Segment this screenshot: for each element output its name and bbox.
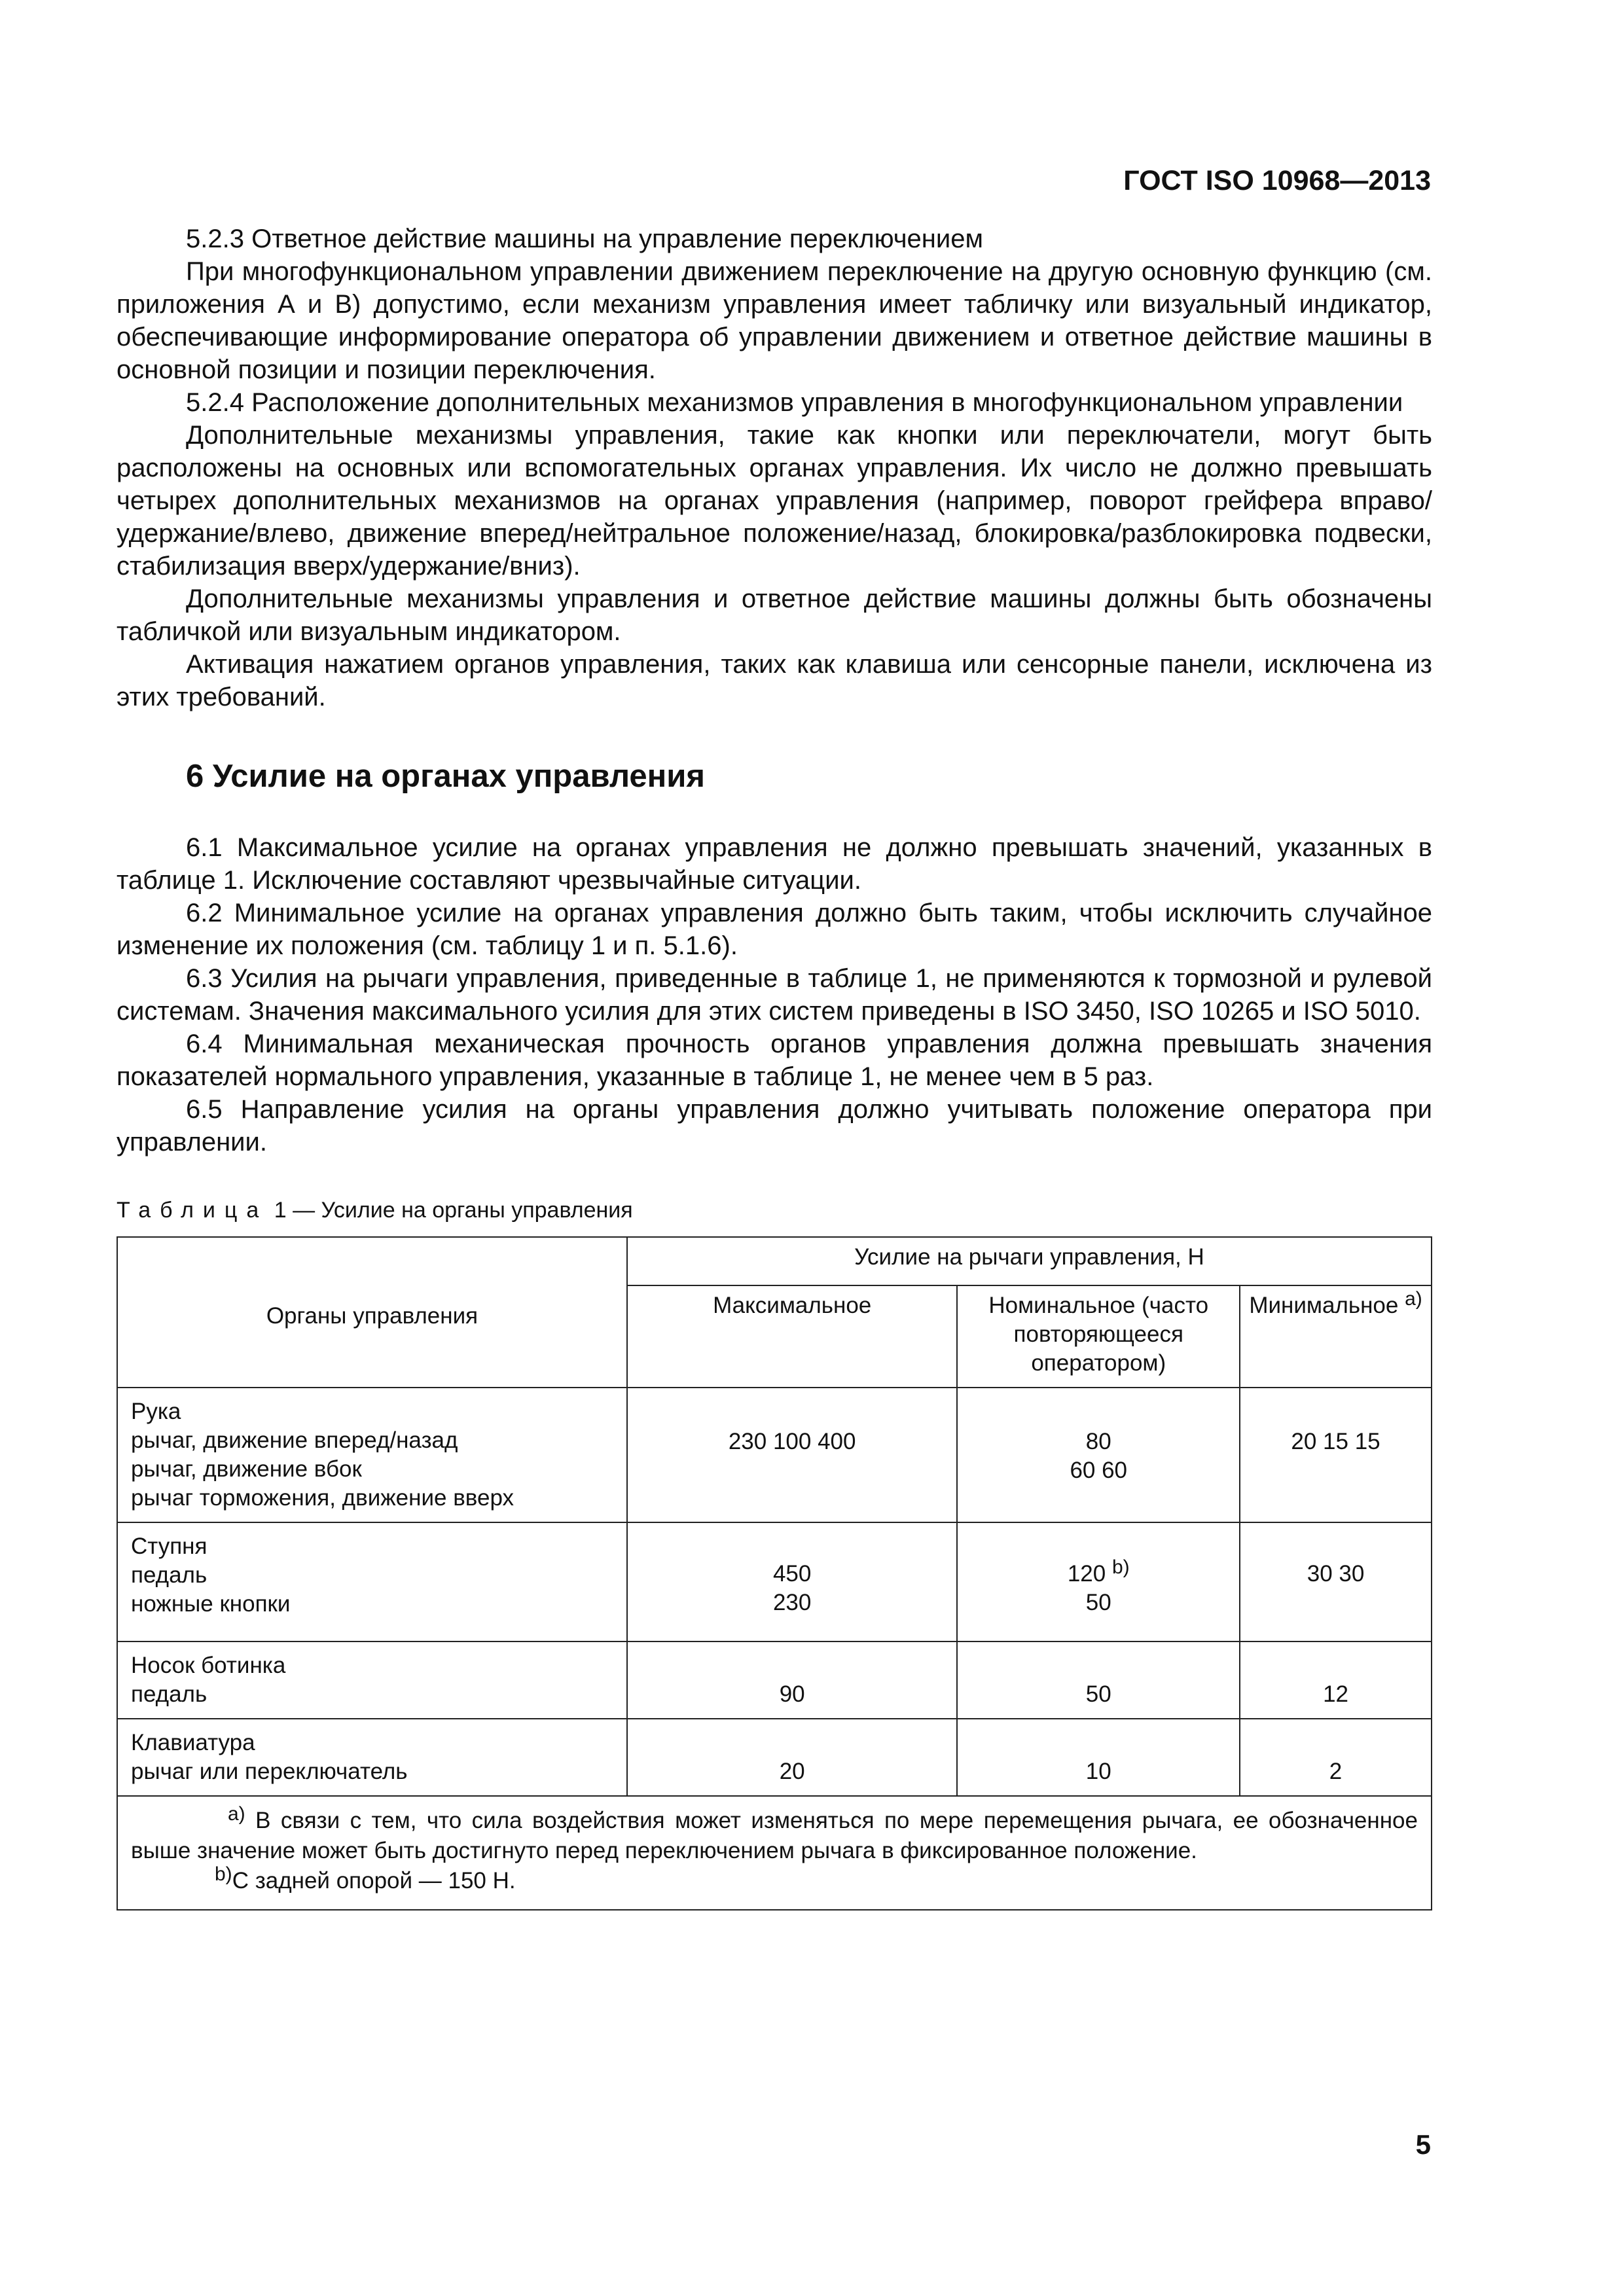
row-hand-label [117,1388,627,1522]
row-foot-max-2: 230 [772,1590,812,1615]
note-a-mark: а) [228,1803,245,1825]
note-a [131,1803,1418,1866]
header-min-label: Минимальное [1249,1293,1399,1318]
row-foot-nom [957,1522,1240,1641]
row-keyboard-label [117,1719,627,1796]
header-force: Усилие на рычаги управления, Н [627,1237,1432,1285]
row-foot-label [117,1522,627,1641]
paragraph-6-2: 6.2 Минимальное усилие на органах управления должно быть таким, чтобы исключить случайное изменение их положения (см. таблицу 1 и п. 5.1.6). [117,899,1432,960]
paragraph-5-2-4-text-2: Дополнительные механизмы управления и ответное действие машины должны быть обозначены табличкой или визуальным индикатором. [117,584,1432,646]
header-min [1240,1285,1432,1388]
table-caption-text: 1 — Усилие на органы управления [268,1198,633,1223]
page-number: 5 [1415,2129,1431,2160]
note-b [131,1863,1418,1896]
row-foot-nom-value: 120 [1067,1561,1106,1587]
row-hand-sub-1: рычаг, движение вперед/назад [131,1427,458,1453]
row-foot-sub-2: ножные кнопки [131,1591,291,1617]
row-foot-sub-1: педаль [131,1562,208,1588]
row-keyboard-title: Клавиатура [131,1730,255,1755]
row-toe-min: 12 [1240,1641,1432,1719]
row-foot-title: Ступня [131,1534,208,1559]
row-hand-nom [957,1388,1240,1522]
row-keyboard-min: 2 [1240,1719,1432,1796]
row-toe-sub-1: педаль [131,1681,208,1707]
table-caption-prefix: Таблица [117,1198,268,1223]
note-b-text: С задней опорой — 150 Н. [232,1868,516,1893]
row-hand-sub-2: рычаг, движение вбок [131,1456,362,1482]
table-notes [117,1796,1432,1910]
note-b-mark: b) [215,1863,232,1885]
row-hand-sub-3: рычаг торможения, движение вверх [131,1485,514,1511]
paragraph-5-2-4-text: Дополнительные механизмы управления, такие как кнопки или переключатели, могут быть расположены на основных или вспомогательных органах управления. Их число не должно превышать четырех дополнительных механизмов на органах управления (например, поворот грейфера вправо/удержание/влево, движение вперед/нейтральное положение/назад, блокировка/разблокировка подвески, стабилизация вверх/удержание/вниз). [117,421,1432,581]
row-foot-nom-footnote: b) [1111,1556,1130,1578]
row-foot-min: 30 30 [1240,1522,1432,1641]
paragraph-5-2-3-title: 5.2.3 Ответное действие машины на управление переключением [186,224,983,253]
section-title: 6 Усилие на органах управления [186,759,705,794]
paragraph-6-4: 6.4 Минимальная механическая прочность органов управления должна превышать значения показателей нормального управления, указанные в таблице 1, не менее чем в 5 раз. [117,1030,1432,1091]
paragraph-5-2-4-title: 5.2.4 Расположение дополнительных механизмов управления в многофункциональном управлении [186,388,1403,417]
table-row-foot [117,1522,1432,1641]
table-caption [117,1198,1432,1223]
table-row-hand [117,1388,1432,1522]
row-keyboard-nom: 10 [957,1719,1240,1796]
row-toe-title: Носок ботинка [131,1653,286,1678]
row-foot-max [627,1522,957,1641]
table-notes-row [117,1796,1432,1910]
paragraph-5-2-3-text: При многофункциональном управлении движением переключение на другую основную функцию (см. приложения А и В) допустимо, если механизм управления имеет табличку или визуальный индикатор, обеспечивающие информирование оператора об управлении движением и ответное действие машины в основной позиции и позиции переключения. [117,257,1432,384]
row-foot-nom-1 [963,1556,1234,1588]
table-row-toe [117,1641,1432,1719]
paragraph-6-1: 6.1 Максимальное усилие на органах управления не должно превышать значений, указанных в таблице 1. Исключение составляют чрезвычайные ситуации. [117,833,1432,895]
paragraph-6-3: 6.3 Усилия на рычаги управления, приведенные в таблице 1, не применяются к тормозной и рулевой системам. Значения максимального усилия для этих систем приведены в ISO 3450, ISO 10265 и ISO 5010. [117,964,1432,1026]
force-table [117,1236,1432,1910]
row-foot-max-1: 450 [772,1561,812,1587]
row-toe-label [117,1641,627,1719]
header-max: Максимальное [627,1285,957,1388]
row-keyboard-max: 20 [627,1719,957,1796]
document-body [117,223,1432,1910]
header-controls: Органы управления [117,1237,627,1388]
row-hand-max: 230 100 400 [627,1388,957,1522]
paragraph-5-2-4-text-3: Активация нажатием органов управления, таких как клавиша или сенсорные панели, исключена из этих требований. [117,650,1432,711]
document-header: ГОСТ ISO 10968—2013 [1123,165,1431,196]
row-hand-min: 20 15 15 [1240,1388,1432,1522]
row-foot-nom-2: 50 [1085,1590,1111,1615]
row-hand-nom-2: 60 60 [1070,1458,1128,1483]
header-min-footnote: а) [1405,1288,1422,1310]
row-hand-nom-1: 80 [1085,1429,1111,1454]
table-header-row [117,1237,1432,1285]
note-a-text: В связи с тем, что сила воздействия может изменяться по мере перемещения рычага, ее обозначенное выше значение может быть достигнуто перед переключением рычага в фиксированное положение. [131,1808,1418,1863]
row-toe-max: 90 [627,1641,957,1719]
row-toe-nom: 50 [957,1641,1240,1719]
header-nom: Номинальное (часто повторяющееся оператором) [957,1285,1240,1388]
paragraph-6-5: 6.5 Направление усилия на органы управления должно учитывать положение оператора при управлении. [117,1095,1432,1157]
row-keyboard-sub-1: рычаг или переключатель [131,1759,408,1784]
table-row-keyboard [117,1719,1432,1796]
row-hand-title: Рука [131,1399,181,1424]
